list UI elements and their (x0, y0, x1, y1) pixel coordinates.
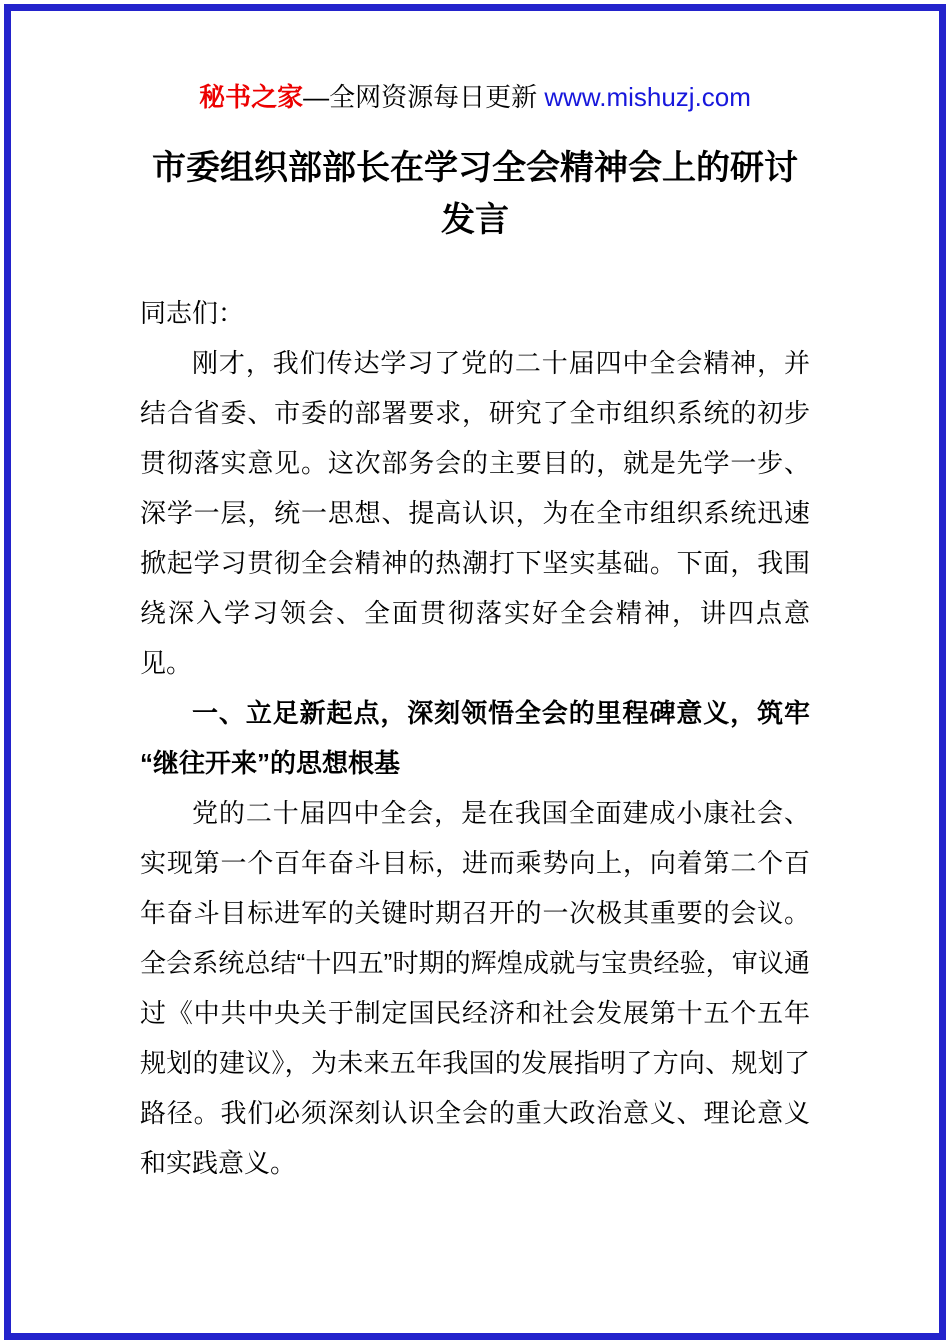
document-body (140, 288, 810, 1188)
site-brand: 秘书之家 (199, 82, 304, 112)
section-heading-1: 一、立足新起点，深刻领悟全会的里程碑意义，筑牢“继往开来”的思想根基 (140, 698, 810, 778)
paragraph-intro: 刚才，我们传达学习了党的二十届四中全会精神，并结合省委、市委的部署要求，研究了全市组织系统的初步贯彻落实意见。这次部务会的主要目的，就是先学一步、深学一层，统一思想、提高认识，为在全市组织系统迅速掀起学习贯彻全会精神的热潮打下坚实基础。下面，我围绕深入学习领会、全面贯彻落实好全会精神，讲四点意见。 (140, 348, 810, 678)
document-title: 市委组织部部长在学习全会精神会上的研讨发言 (152, 149, 798, 239)
site-url-link[interactable]: www.mishuzj.com (544, 82, 751, 112)
salutation: 同志们： (140, 298, 245, 328)
paragraph-section-1: 党的二十届四中全会，是在我国全面建成小康社会、实现第一个百年奋斗目标，进而乘势向上，向着第二个百年奋斗目标进军的关键时期召开的一次极其重要的会议。全会系统总结“十四五”时期的辉煌成就与宝贵经验，审议通过《中共中央关于制定国民经济和社会发展第十五个五年规划的建议》，为未来五年我国的发展指明了方向、规划了路径。我们必须深刻认识全会的重大政治意义、理论意义和实践意义。 (140, 798, 810, 1178)
site-tagline: —全网资源每日更新 (303, 82, 545, 112)
site-header (0, 0, 950, 114)
